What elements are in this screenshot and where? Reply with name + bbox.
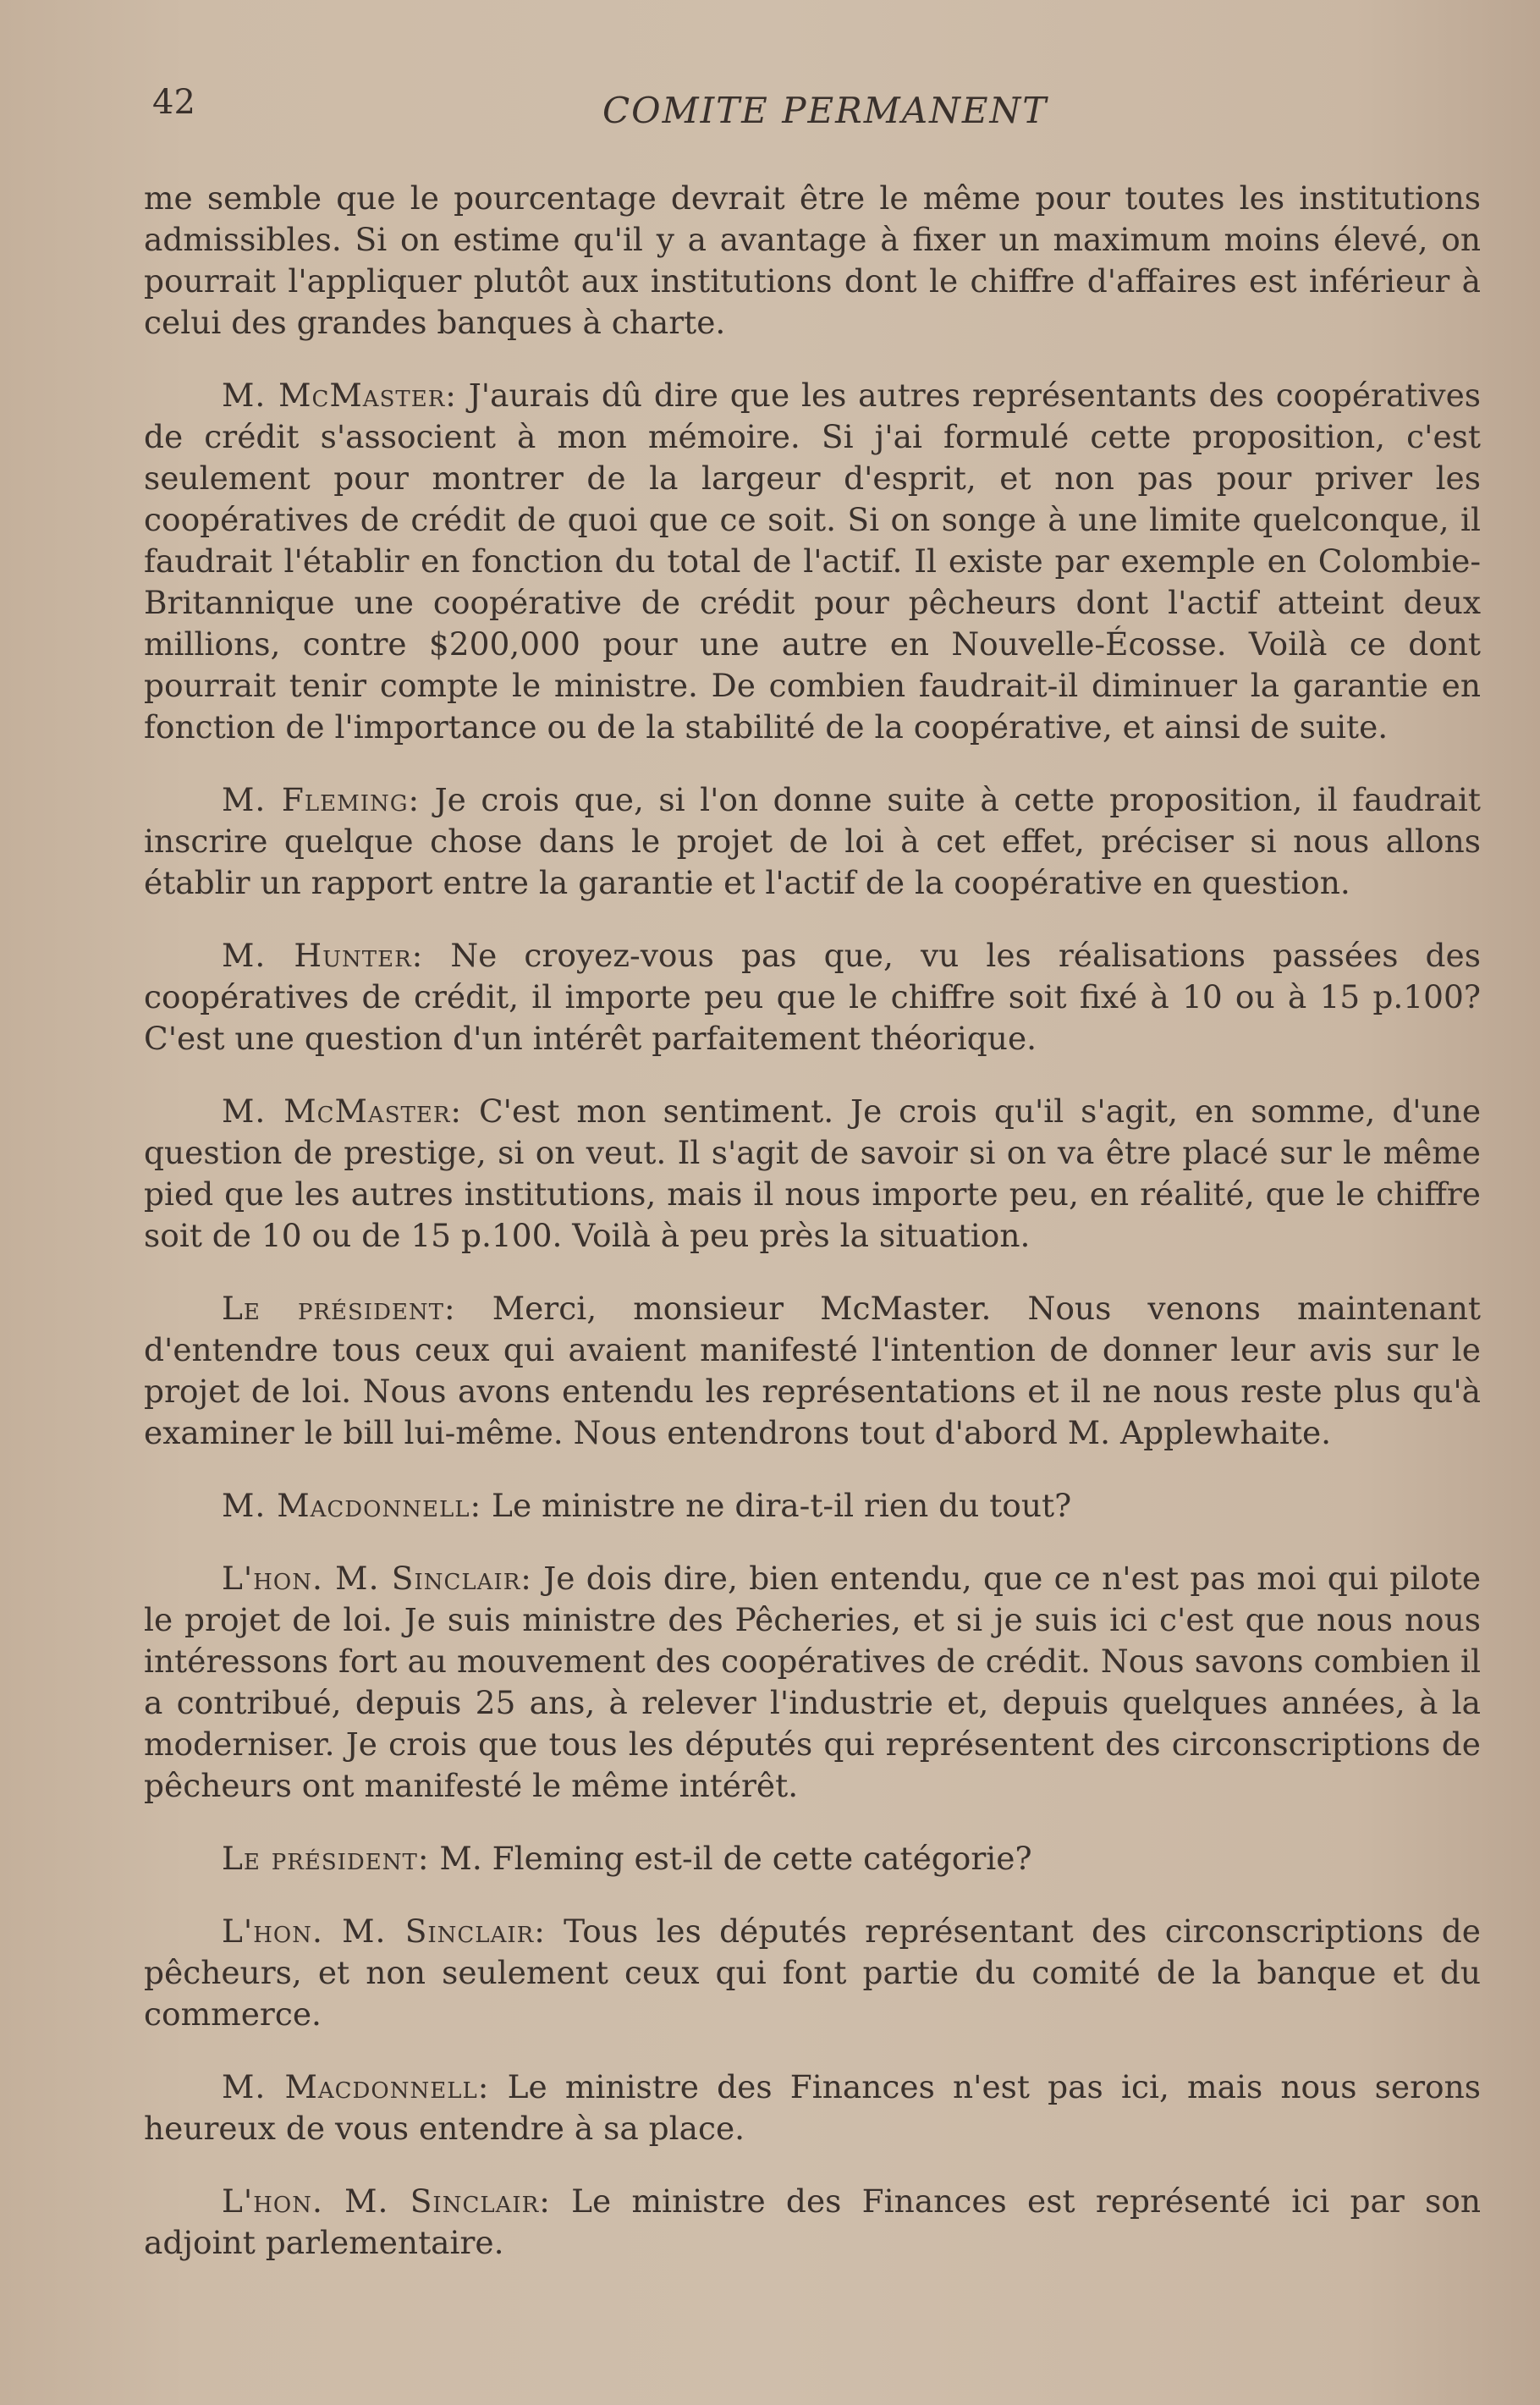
- speech-text: Tous les députés représentant des circonscriptions de pêcheurs, et non seulement ceux qui font partie du comité de la banque et du commerce.: [144, 1912, 1482, 2033]
- speech-mcmaster-2: [144, 1091, 1481, 1257]
- paragraph-continuation: [144, 178, 1481, 344]
- speaker-name: Le président:: [222, 1840, 430, 1877]
- speaker-name: M. Hunter:: [222, 937, 424, 974]
- speech-text: Ne croyez-vous pas que, vu les réalisations passées des coopératives de crédit, il importe peu que le chiffre soit fixé à 10 ou à 15 p.100? C'est une question d'un intérêt parfaitement théorique.: [144, 937, 1481, 1057]
- speaker-name: Le président:: [222, 1290, 456, 1327]
- speech-sinclair-3: [144, 2181, 1481, 2264]
- speaker-name: L'hon. M. Sinclair:: [222, 1560, 532, 1597]
- page-header: [0, 83, 1540, 142]
- speech-macdonnell-2: [144, 2067, 1481, 2149]
- speaker-name: M. Fleming:: [222, 781, 421, 818]
- speech-president: [144, 1288, 1481, 1454]
- speech-text: Le ministre des Finances n'est pas ici, mais nous serons heureux de vous entendre à sa place.: [144, 2068, 1481, 2147]
- speaker-name: M. Macdonnell:: [222, 1487, 482, 1524]
- speech-text: Je crois que, si l'on donne suite à cette proposition, il faudrait inscrire quelque chose dans le projet de loi à cet effet, préciser si nous allons établir un rapport entre la garantie et l'actif de la coopérative en question.: [144, 781, 1481, 901]
- speech-president-2: [144, 1838, 1481, 1879]
- running-title: COMITE PERMANENT: [602, 90, 1048, 131]
- speech-text: M. Fleming est-il de cette catégorie?: [439, 1840, 1032, 1877]
- speech-macdonnell: [144, 1485, 1481, 1527]
- speaker-name: M. McMaster:: [222, 1092, 463, 1130]
- speech-sinclair-2: [144, 1911, 1481, 2035]
- speech-sinclair: [144, 1558, 1481, 1807]
- speaker-name: M. McMaster:: [222, 377, 457, 414]
- paragraph-text: me semble que le pourcentage devrait être le même pour toutes les institutions admissibles. Si on estime qu'il y a avantage à fixer un maximum moins élevé, on pourrait l'appliquer plutôt aux institutions dont le chiffre d'affaires est inférieur à celui des grandes banques à charte.: [144, 179, 1481, 341]
- speech-text: Le ministre des Finances est représenté ici par son adjoint parlementaire.: [144, 2182, 1481, 2261]
- speech-mcmaster: [144, 375, 1481, 748]
- speech-text: J'aurais dû dire que les autres représentants des coopératives de crédit s'associent à mon mémoire. Si j'ai formulé cette proposition, c'est seulement pour montrer de la largeur d'esprit, et non pas pour priver les coopératives de crédit de quoi que ce soit. Si on songe à une limite quelconque, il faudrait l'établir en fonction du total de l'actif. Il existe par exemple en Colombie-Britannique une coopérative de crédit pour pêcheurs dont l'actif atteint deux millions, contre $200,000 pour une autre en Nouvelle-Écosse. Voilà ce dont pourrait tenir compte le ministre. De combien faudrait-il diminuer la garantie en fonction de l'importance ou de la stabilité de la coopérative, et ainsi de suite.: [144, 377, 1482, 746]
- speaker-name: L'hon. M. Sinclair:: [222, 1912, 546, 1950]
- speaker-name: L'hon. M. Sinclair:: [222, 2182, 551, 2220]
- body-text: [144, 178, 1481, 2295]
- speech-text: Je dois dire, bien entendu, que ce n'est pas moi qui pilote le projet de loi. Je suis ministre des Pêcheries, et si je suis ici c'est que nous nous intéressons fort au mouvement des coopératives de crédit. Nous savons combien il a contribué, depuis 25 ans, à relever l'industrie et, depuis quelques années, à la moderniser. Je crois que tous les députés qui représentent des circonscriptions de pêcheurs ont manifesté le même intérêt.: [144, 1560, 1482, 1804]
- speech-text: Merci, monsieur McMaster. Nous venons maintenant d'entendre tous ceux qui avaient manifesté l'intention de donner leur avis sur le projet de loi. Nous avons entendu les représentations et il ne nous reste plus qu'à examiner le bill lui-même. Nous entendrons tout d'abord M. Applewhaite.: [144, 1290, 1481, 1451]
- speaker-name: M. Macdonnell:: [222, 2068, 490, 2105]
- speech-fleming: [144, 779, 1481, 904]
- page-number: 42: [152, 83, 195, 122]
- speech-text: Le ministre ne dira-t-il rien du tout?: [492, 1487, 1072, 1524]
- speech-text: C'est mon sentiment. Je crois qu'il s'agit, en somme, d'une question de prestige, si on veut. Il s'agit de savoir si on va être placé sur le même pied que les autres institutions, mais il nous importe peu, en réalité, que le chiffre soit de 10 ou de 15 p.100. Voilà à peu près la situation.: [144, 1092, 1482, 1254]
- speech-hunter: [144, 935, 1481, 1059]
